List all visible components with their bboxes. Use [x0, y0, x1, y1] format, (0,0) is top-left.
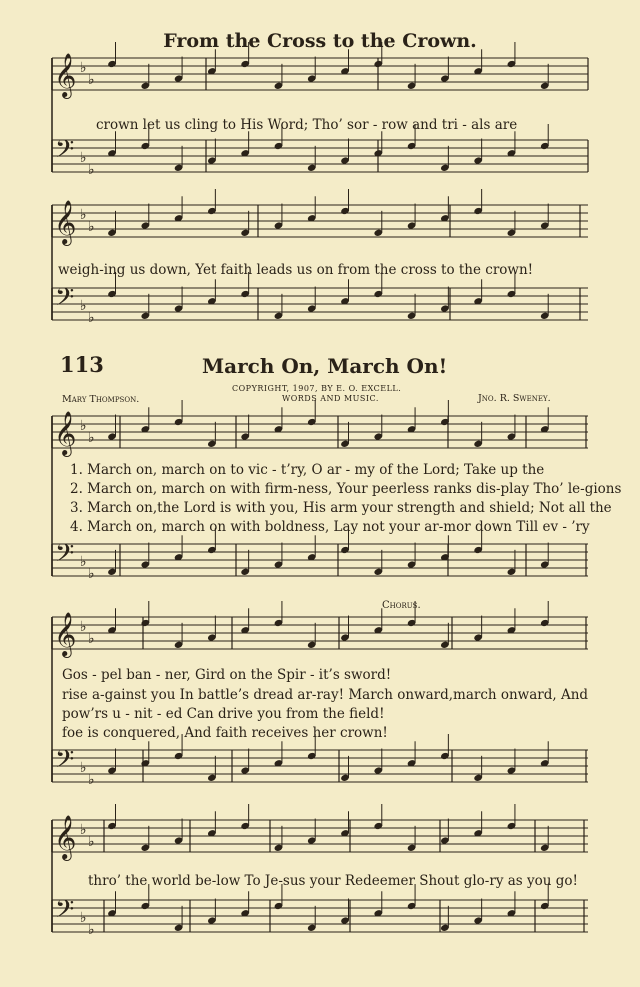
author-credit: Mary Thompson. [62, 394, 140, 405]
clef-glyph: 𝄢 [55, 895, 75, 930]
clef-glyph: ♭ [88, 219, 95, 235]
clef-glyph: ♭ [88, 631, 95, 647]
clef-glyph: ♭ [80, 60, 87, 76]
clef-glyph: 𝄞 [54, 200, 77, 244]
clef-glyph: ♭ [88, 772, 95, 788]
prev-lyric-line-2: weigh-ing us down, Yet faith leads us on from the cross to the crown! [58, 262, 534, 278]
clef-glyph: ♭ [80, 554, 87, 570]
clef-glyph: 𝄞 [54, 815, 77, 859]
clef-glyph: ♭ [88, 72, 95, 88]
clef-glyph: ♭ [80, 298, 87, 314]
clef-glyph: ♭ [80, 910, 87, 926]
hymn-number: 113 [60, 352, 104, 377]
clef-glyph: 𝄞 [54, 612, 77, 656]
clef-glyph: ♭ [88, 922, 95, 938]
clef-glyph: ♭ [88, 566, 95, 582]
clef-glyph: 𝄞 [54, 411, 77, 455]
prev-hymn-title: From the Cross to the Crown. [163, 30, 477, 52]
chorus-label: Chorus. [382, 600, 421, 611]
clef-glyph: ♭ [80, 207, 87, 223]
clef-glyph: ♭ [80, 418, 87, 434]
clef-glyph: ♭ [88, 430, 95, 446]
clef-glyph: 𝄢 [55, 283, 75, 318]
clef-glyph: ♭ [80, 150, 87, 166]
verse-1-line-1: 1. March on, march on to vic - t’ry, O ar - my of the Lord; Take up the [70, 462, 545, 478]
clef-glyph: 𝄢 [55, 745, 75, 780]
clef-glyph: ♭ [80, 822, 87, 838]
hymn-title: March On, March On! [202, 354, 448, 378]
verse-4-line-1: 4. March on, march on with boldness, Lay not your ar-mor down Till ev - ’ry [70, 519, 590, 535]
verse-1-line-2: Gos - pel ban - ner, Gird on the Spir - it’s sword! [62, 667, 392, 683]
clef-glyph: 𝄢 [55, 135, 75, 170]
verse-3-line-2: pow’rs u - nit - ed Can drive you from the field! [62, 706, 385, 722]
copyright-line-1: COPYRIGHT, 1907, BY E. O. EXCELL. [232, 384, 402, 393]
verse-4-line-2: foe is conquered, And faith receives her crown! [62, 725, 388, 741]
clef-glyph: ♭ [88, 310, 95, 326]
clef-glyph: 𝄢 [55, 539, 75, 574]
clef-glyph: ♭ [80, 619, 87, 635]
verse-3-line-1: 3. March on,the Lord is with you, His arm your strength and shield; Not all the [70, 500, 612, 516]
clef-glyph: 𝄞 [54, 53, 77, 97]
prev-lyric-line-1: crown let us cling to His Word; Tho’ sor - row and tri - als are [96, 117, 518, 133]
clef-glyph: ♭ [80, 760, 87, 776]
verse-2-line-1: 2. March on, march on with firm-ness, Your peerless ranks dis-play Tho’ le-gions [70, 481, 622, 497]
chorus-lyric-line: thro’ the world be-low To Je-sus your Redeemer Shout glo-ry as you go! [88, 873, 578, 889]
verse-2-line-2: rise a-gainst you In battle’s dread ar-ray! March onward,march onward, And [62, 687, 589, 703]
copyright-line-2: WORDS AND MUSIC. [282, 394, 379, 403]
clef-glyph: ♭ [88, 834, 95, 850]
composer-credit: Jno. R. Sweney. [478, 393, 551, 404]
clef-glyph: ♭ [88, 162, 95, 178]
